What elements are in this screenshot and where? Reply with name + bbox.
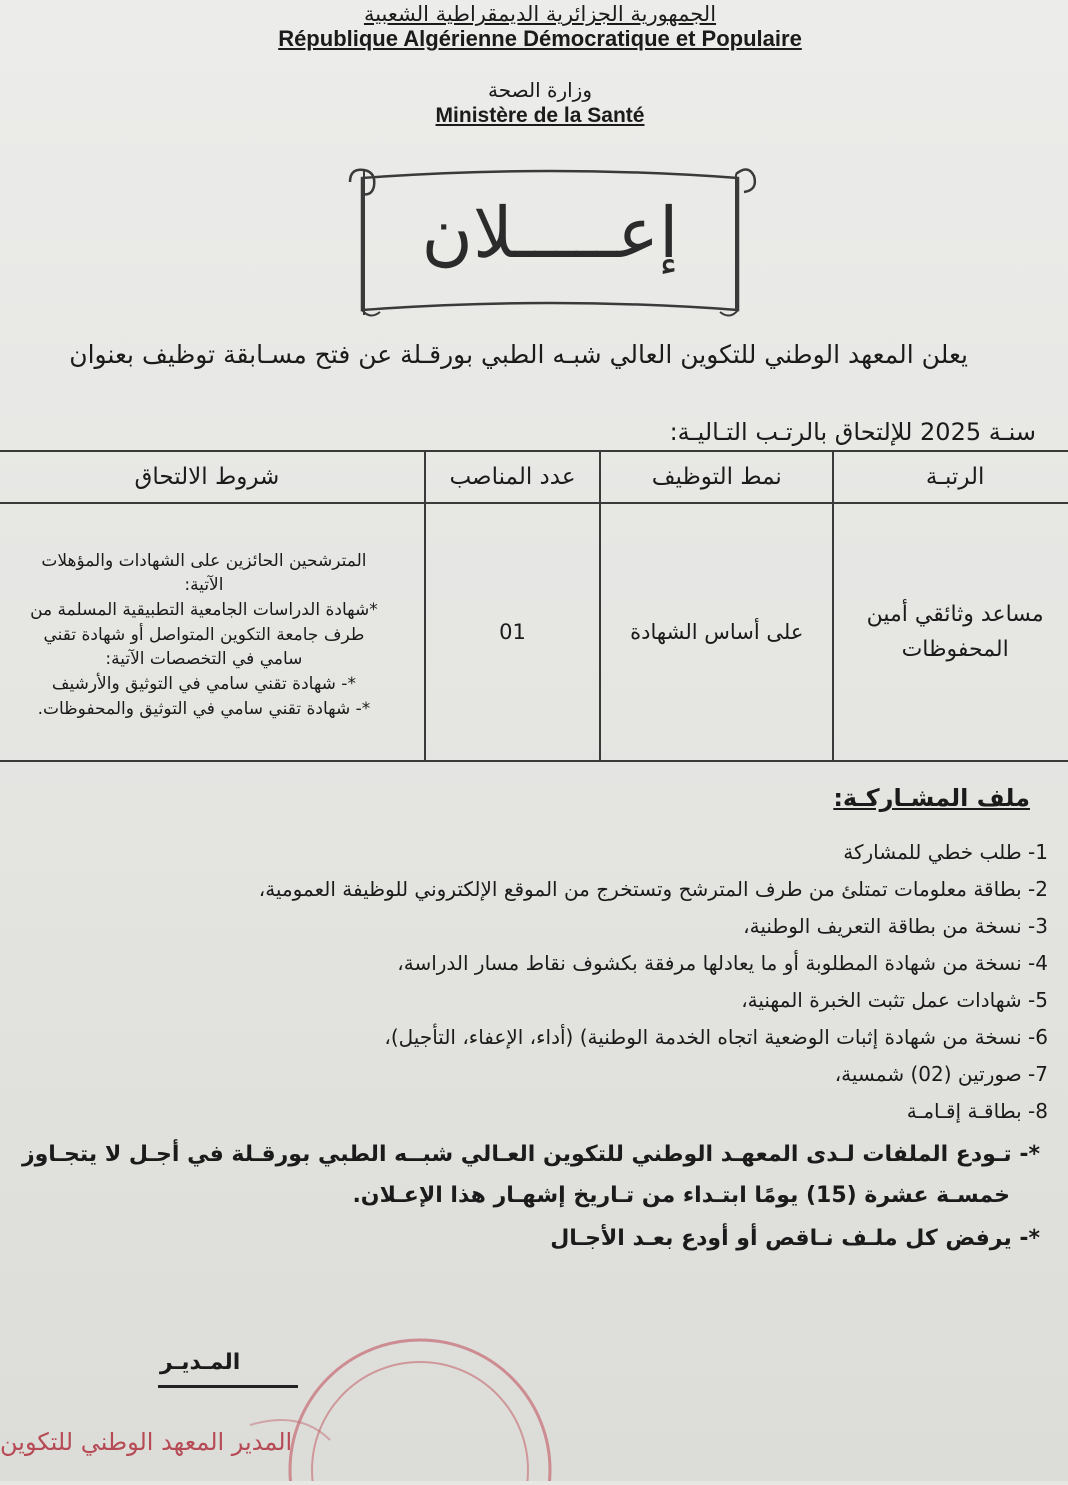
condition-line: الآتية: [184, 575, 224, 596]
header-rank: الرتبـة [833, 451, 1068, 503]
intro-line-1: يعلن المعهد الوطني للتكوين العالي شبـه الطبي بورقـلة عن فتح مسـابقة توظيف بعنوان [69, 340, 968, 369]
list-item: 6- نسخة من شهادة إثبات الوضعية اتجاه الخدمة الوطنية) (أداء، الإعفاء، التأجيل)، [384, 1025, 1048, 1049]
intro-line-2: سنـة 2025 للإلتحاق بالرتـب التـاليـة: [669, 418, 1036, 446]
reject-note: *- يرفض كل ملـف نـاقص أو أودع بعـد الأجـال [550, 1226, 1040, 1251]
director-title: المـديـر [160, 1350, 241, 1375]
list-item: 7- صورتين (02) شمسية، [834, 1062, 1048, 1086]
list-item: 3- نسخة من بطاقة التعريف الوطنية، [743, 914, 1048, 938]
cell-mode: على أساس الشهادة [600, 503, 833, 761]
list-item: 5- شهادات عمل تثبت الخبرة المهنية، [741, 988, 1048, 1012]
header-ministry-ar: وزارة الصحة [488, 78, 592, 102]
condition-line: المترشحين الحائزين على الشهادات والمؤهلات [41, 550, 367, 571]
official-stamp-icon [0, 1320, 1068, 1481]
deposit-note-line-1: *- تـودع الملفات لـدى المعهـد الوطني للتكوين العـالي شبــه الطبي بورقـلة في أجـل لا يتجـاوز [21, 1142, 1040, 1167]
header-ministry-fr: Ministère de la Santé [435, 104, 645, 127]
header-conditions: شروط الالتحاق [0, 451, 425, 503]
stamp-area [0, 1320, 1068, 1481]
file-section-title: ملف المشـاركـة: [833, 784, 1030, 812]
condition-line: طرف جامعة التكوين المتواصل أو شهادة تقني [43, 624, 365, 645]
condition-line: *- شهادة تقني سامي في التوثيق والأرشيف [51, 673, 356, 694]
list-item: 4- نسخة من شهادة المطلوبة أو ما يعادلها مرفقة بكشوف نقاط مسار الدراسة، [397, 951, 1048, 975]
signature-underline [158, 1385, 298, 1388]
banner-title: إعـــــلان [421, 192, 679, 274]
announcement-banner [340, 160, 760, 325]
header-republic-ar: الجمهورية الجزائرية الديمقراطية الشعبية [363, 2, 717, 26]
table-row [0, 503, 1068, 761]
rank-line-2: المحفوظات [901, 637, 1009, 662]
cell-conditions [0, 503, 425, 761]
deposit-note-line-2: خمسـة عشرة (15) يومًا ابتـداء من تـاريخ إشهـار هذا الإعـلان. [352, 1183, 1010, 1208]
list-item: 8- بطاقـة إقـامـة [906, 1099, 1048, 1123]
list-item: 2- بطاقة معلومات تمتلئ من طرف المترشح وتستخرج من الموقع الإلكتروني للوظيفة العمومية، [258, 877, 1048, 901]
header-republic-fr: République Algérienne Démocratique et Populaire [278, 26, 802, 51]
stamp-text: المدير المعهد الوطني للتكوين [0, 1428, 293, 1456]
ranks-table [0, 450, 1068, 762]
rank-line-1: مساعد وثائقي أمين [866, 601, 1044, 627]
table-header-row [0, 451, 1068, 503]
cell-posts: 01 [425, 503, 600, 761]
condition-line: *شهادة الدراسات الجامعية التطبيقية المسلمة من [30, 600, 378, 621]
list-item: 1- طلب خطي للمشاركة [843, 840, 1048, 864]
condition-line: سامي في التخصصات الآتية: [105, 649, 303, 670]
condition-line: *- شهادة تقني سامي في التوثيق والمحفوظات. [37, 698, 371, 719]
header-mode: نمط التوظيف [600, 451, 833, 503]
cell-rank [833, 503, 1068, 761]
header-posts: عدد المناصب [425, 451, 600, 503]
